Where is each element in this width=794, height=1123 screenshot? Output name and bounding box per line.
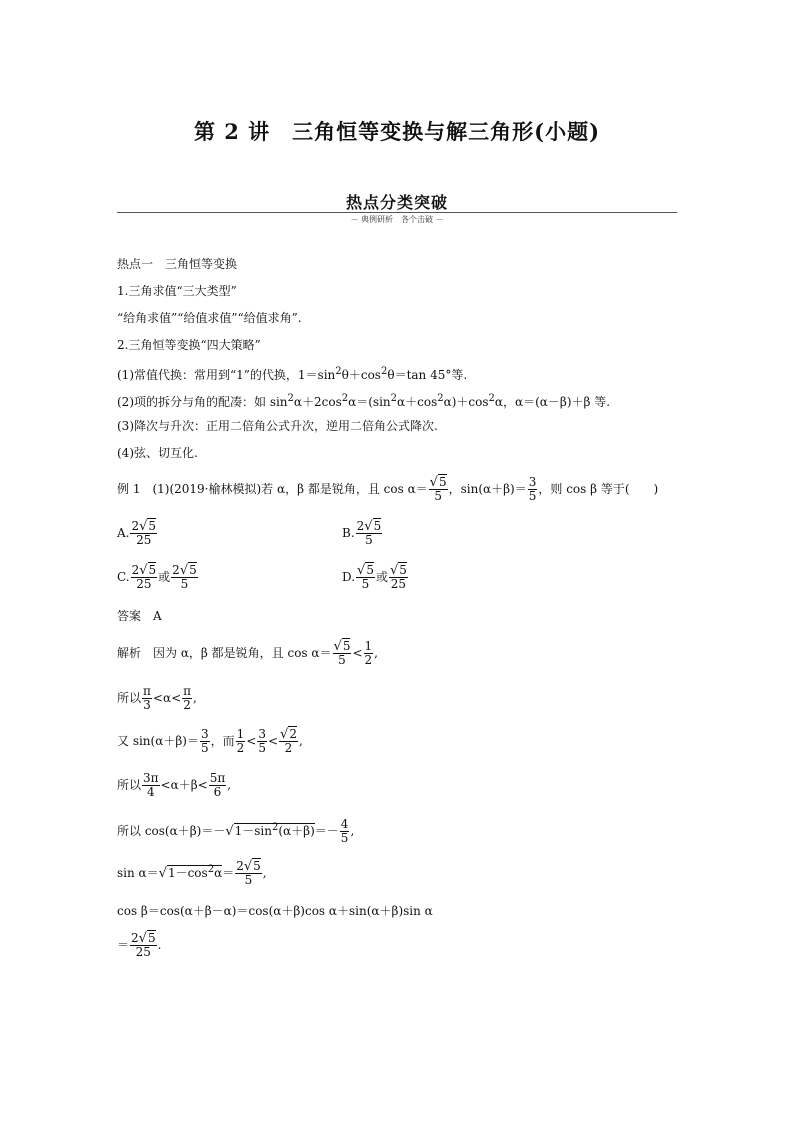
example-1-question: 例 1 (1)(2019·榆林模拟)若 α，β 都是锐角，且 cos α＝ $\frac{√5}{5}$ ，sin(α＋β)＝ $\frac{3}{5}$ ，则 cos β 等于( ) xyxy=(117,475,659,503)
solution-line-2: 所以 $\frac{\pi}{3}$ <α< $\frac{\pi}{2}$ , xyxy=(117,684,197,712)
solution-line-4: 所以 $\frac{3\pi}{4}$ <α＋β< $\frac{5\pi}{6}$ , xyxy=(117,771,232,799)
section-heading: 热点分类突破 xyxy=(345,193,448,212)
solution-line-8: ＝ $\frac{2√5}{25}$ . xyxy=(117,931,162,959)
fraction: $\frac{√5}{5}$ xyxy=(429,475,447,503)
answer: 答案 A xyxy=(117,609,162,623)
page-title: 第 2 讲 三角恒等变换与解三角形(小题) xyxy=(193,119,601,144)
hot-topic-heading: 热点一 三角恒等变换 xyxy=(117,257,238,271)
option-a[interactable]: A. $\frac{2√5}{25}$ xyxy=(117,519,157,547)
strategy-1: (1)常值代换：常用到“1”的代换，$1=\sin^2\theta+\cos^2\theta=\tan$ 45°等. xyxy=(117,366,468,382)
option-b[interactable]: B. $\frac{2√5}{5}$ xyxy=(342,519,382,547)
solution-line-5: 所以 $\cos(\alpha+\beta)=-√1-\sin^2(\alpha+\beta)=-$ $\frac{4}{5}$ , xyxy=(117,817,355,845)
section-subheading: － 典例研析 各个击破 － xyxy=(350,215,444,224)
section-divider xyxy=(117,212,677,213)
strategy-3: (3)降次与升次：正用二倍角公式升次，逆用二倍角公式降次. xyxy=(117,419,438,433)
fraction: $\frac{3}{5}$ xyxy=(528,475,537,503)
solution-line-7: cos β＝cos(α＋β－α)＝cos(α＋β)cos α＋sin(α＋β)sin α xyxy=(117,904,433,918)
item-1: 1.三角求值“三大类型” xyxy=(117,284,237,298)
strategy-2: (2)项的拆分与角的配凑：如 $\sin^2\alpha+2\cos^2\alpha=(\sin^2\alpha+\cos^2\alpha)+\cos^2\alpha$，α＝(α－β)＋β 等. xyxy=(117,393,611,409)
strategy-4: (4)弦、切互化. xyxy=(117,446,198,460)
solution-line-1: 解析 因为 α，β 都是锐角，且 cos α＝ $\frac{√5}{5}$ < $\frac{1}{2}$ , xyxy=(117,639,378,667)
item-1-detail: “给角求值”“给值求值”“给值求角”. xyxy=(117,311,302,325)
option-d[interactable]: D. $\frac{√5}{5}$ 或 $\frac{√5}{25}$ xyxy=(342,563,407,591)
solution-line-6: $\sin \alpha=√1-\cos^2\alpha=$ $\frac{2√5}{5}$ , xyxy=(117,859,267,887)
option-c[interactable]: C. $\frac{2√5}{25}$ 或 $\frac{2√5}{5}$ xyxy=(117,563,197,591)
solution-line-3: 又 sin(α＋β)＝ $\frac{3}{5}$ ，而 $\frac{1}{2}$ < $\frac{3}{5}$ < $\frac{√2}{2}$ , xyxy=(117,727,303,755)
item-2: 2.三角恒等变换“四大策略” xyxy=(117,338,261,352)
